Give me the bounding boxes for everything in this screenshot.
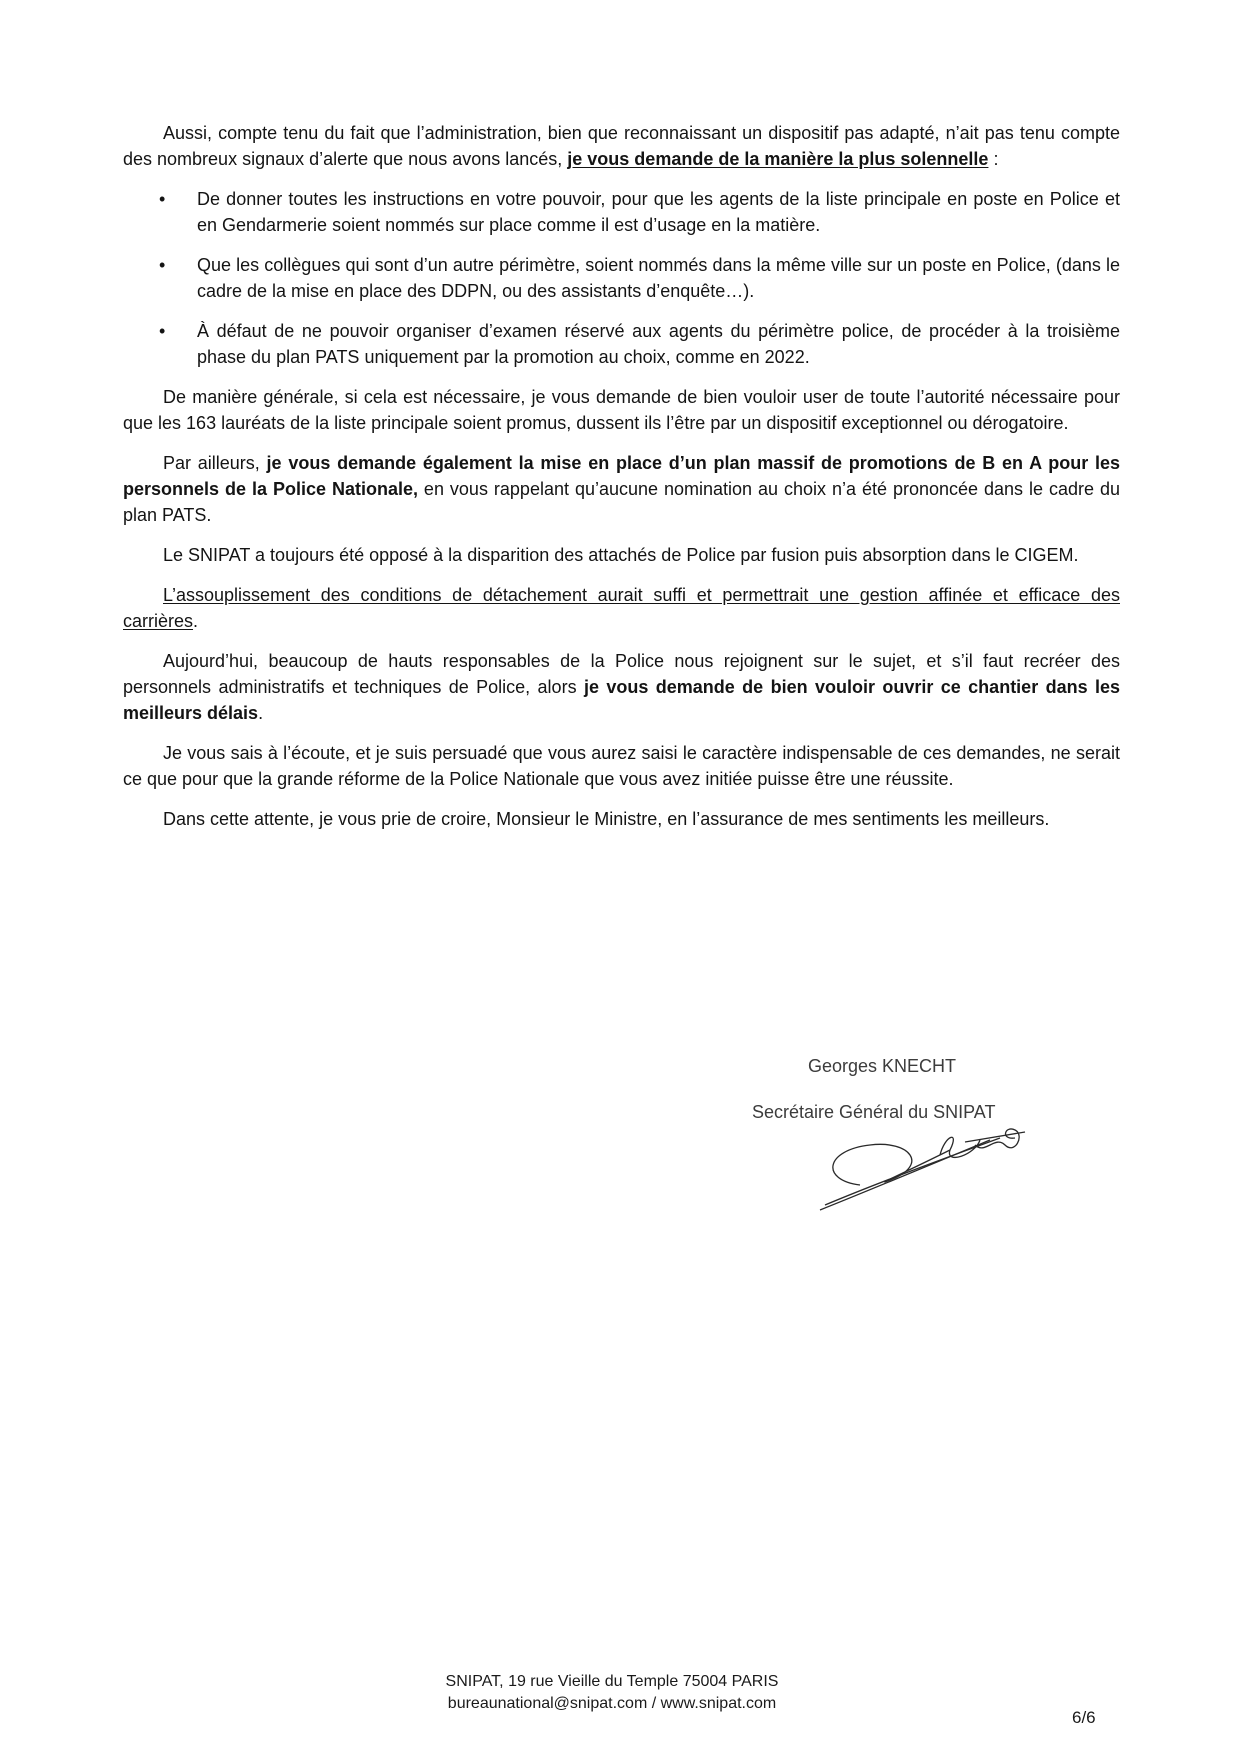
handwritten-signature-icon bbox=[800, 1110, 1040, 1220]
page-number: 6/6 bbox=[1072, 1708, 1096, 1727]
paragraph-text: . bbox=[193, 611, 199, 631]
underlined-text: L’assouplissement des conditions de détachement aurait suffi et permettrait une gestion affinée et efficace des carrières bbox=[123, 585, 1120, 631]
footer-address: SNIPAT, 19 rue Vieille du Temple 75004 PARIS bbox=[445, 1673, 779, 1690]
paragraph-text: . bbox=[258, 703, 264, 723]
paragraph-request-intro bbox=[123, 120, 1120, 172]
emphasis-text: je vous demande de la manière la plus solennelle bbox=[567, 149, 989, 169]
list-item-text: À défaut de ne pouvoir organiser d’examen réservé aux agents du périmètre police, de procéder à la troisième phase du plan PATS uniquement par la promotion au choix, comme en 2022. bbox=[197, 321, 1120, 367]
emphasis-text: je vous demande également la mise en place d’un plan massif de promotions de B en A pour les personnels de la Police Nationale, bbox=[123, 453, 1120, 499]
list-item bbox=[123, 252, 1120, 304]
page-footer bbox=[0, 1671, 1241, 1715]
paragraph-promotions bbox=[123, 450, 1120, 528]
paragraph-detachement bbox=[123, 582, 1120, 634]
request-list bbox=[123, 186, 1120, 370]
paragraph-text: Aujourd’hui, beaucoup de hauts responsables de la Police nous rejoignent sur le sujet, et s’il faut recréer des personnels administratifs et techniques de Police, alors bbox=[123, 651, 1120, 697]
paragraph-chantier bbox=[123, 648, 1120, 726]
list-item bbox=[123, 318, 1120, 370]
paragraph-cigem: Le SNIPAT a toujours été opposé à la disparition des attachés de Police par fusion puis absorption dans le CIGEM. bbox=[163, 545, 1079, 565]
emphasis-text: je vous demande de bien vouloir ouvrir ce chantier dans les meilleurs délais bbox=[123, 677, 1121, 723]
list-item bbox=[123, 186, 1120, 238]
paragraph-general: De manière générale, si cela est nécessaire, je vous demande de bien vouloir user de toute l’autorité nécessaire pour que les 163 lauréats de la liste principale soient promus, dussent ils l’être par un dispositif exceptionnel ou dérogatoire. bbox=[123, 387, 1120, 433]
paragraph-text: Aussi, compte tenu du fait que l’administration, bien que reconnaissant un dispositif pas adapté, n’ait pas tenu compte des nombreux signaux d’alerte que nous avons lancés, bbox=[123, 123, 1120, 169]
paragraph-reforme: Je vous sais à l’écoute, et je suis persuadé que vous aurez saisi le caractère indispensable de ces demandes, ne serait ce que pour que la grande réforme de la Police Nationale que vous avez initiée puisse être une réussite. bbox=[123, 743, 1120, 789]
paragraph-text: : bbox=[988, 149, 999, 169]
letter-body bbox=[123, 120, 1120, 846]
bullet-icon: • bbox=[159, 321, 166, 341]
paragraph-closing: Dans cette attente, je vous prie de croire, Monsieur le Ministre, en l’assurance de mes sentiments les meilleurs. bbox=[163, 809, 1050, 829]
bullet-icon: • bbox=[159, 255, 166, 275]
footer-contact: bureaunational@snipat.com / www.snipat.com bbox=[447, 1695, 777, 1712]
list-item-text: Que les collègues qui sont d’un autre périmètre, soient nommés dans la même ville sur un poste en Police, (dans le cadre de la mise en place des DDPN, ou des assistants d’enquête…). bbox=[197, 255, 1120, 301]
list-item-text: De donner toutes les instructions en votre pouvoir, pour que les agents de la liste principale en poste en Police et en Gendarmerie soient nommés sur place comme il est d’usage en la matière. bbox=[197, 189, 1120, 235]
signatory-name: Georges KNECHT bbox=[808, 1056, 957, 1076]
paragraph-text: Par ailleurs, bbox=[163, 453, 267, 473]
bullet-icon: • bbox=[159, 189, 166, 209]
paragraph-text: en vous rappelant qu’aucune nomination au choix n’a été prononcée dans le cadre du plan PATS. bbox=[123, 479, 1120, 525]
signatory-title: Secrétaire Général du SNIPAT bbox=[752, 1102, 996, 1122]
